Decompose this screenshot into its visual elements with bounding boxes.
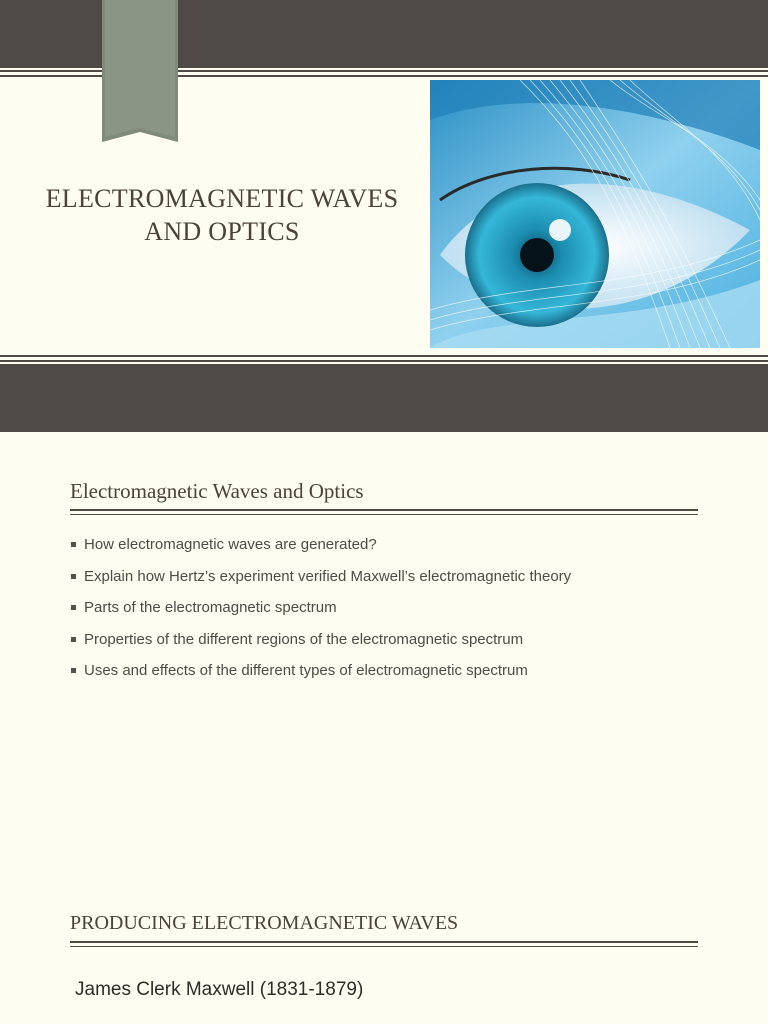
section-heading: Electromagnetic Waves and Optics bbox=[70, 479, 364, 503]
bullet-text: Parts of the electromagnetic spectrum bbox=[84, 599, 337, 617]
list-item bbox=[70, 660, 710, 692]
heading-underline-2 bbox=[70, 941, 698, 947]
list-item bbox=[70, 597, 710, 629]
bullet-square-icon bbox=[71, 668, 76, 673]
bullet-square-icon bbox=[71, 637, 76, 642]
bookmark-ribbon-icon bbox=[102, 0, 178, 142]
slide-title bbox=[20, 182, 424, 248]
list-item bbox=[70, 629, 710, 661]
bullet-square-icon bbox=[71, 605, 76, 610]
list-item bbox=[70, 534, 710, 566]
bullet-text: Uses and effects of the different types of electromagnetic spectrum bbox=[84, 662, 528, 680]
list-item bbox=[70, 566, 710, 598]
title-slide bbox=[0, 0, 768, 432]
bullet-square-icon bbox=[71, 542, 76, 547]
bottom-divider-line-2 bbox=[0, 360, 768, 362]
bullet-text: Properties of the different regions of the electromagnetic spectrum bbox=[84, 630, 524, 648]
bullet-square-icon bbox=[71, 574, 76, 579]
bullet-text: Explain how Hertz’s experiment verified Maxwell’s electromagnetic theory bbox=[84, 567, 572, 585]
section-heading-producing: PRODUCING ELECTROMAGNETIC WAVES bbox=[70, 912, 459, 934]
scientist-name: James Clerk Maxwell (1831-1879) bbox=[75, 979, 364, 1000]
title-line-2: AND OPTICS bbox=[144, 217, 300, 246]
bullet-text: How electromagnetic waves are generated? bbox=[84, 536, 377, 553]
bottom-band bbox=[0, 364, 768, 432]
heading-underline bbox=[70, 509, 698, 515]
bottom-divider-line bbox=[0, 355, 768, 357]
title-line-1: ELECTROMAGNETIC WAVES bbox=[45, 184, 399, 213]
eye-illustration-image bbox=[430, 80, 760, 348]
bullet-list bbox=[70, 534, 710, 692]
